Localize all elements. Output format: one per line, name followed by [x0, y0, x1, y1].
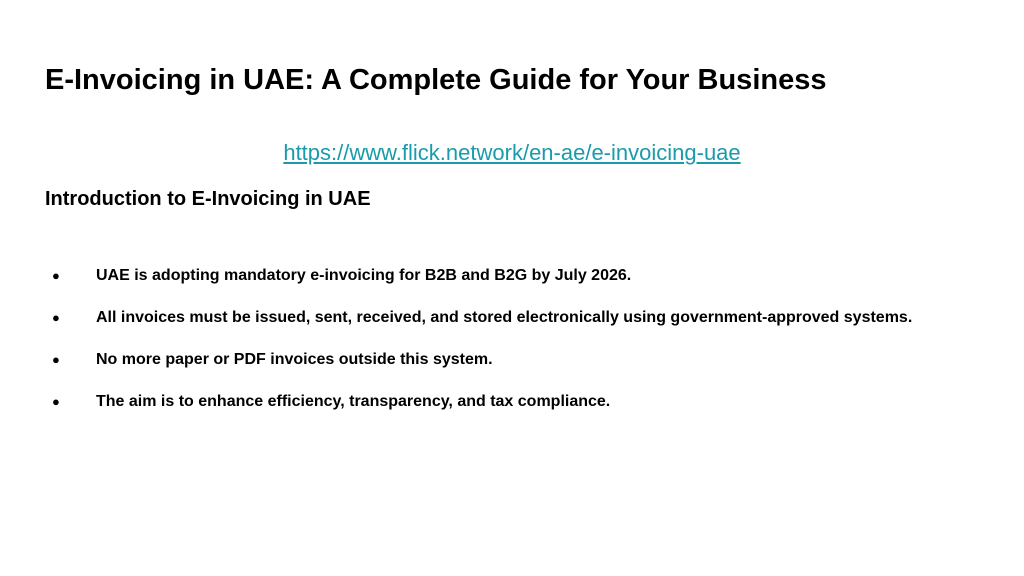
slide-title: E-Invoicing in UAE: A Complete Guide for Your Business — [45, 64, 827, 96]
list-item — [52, 307, 982, 328]
bullet-text: No more paper or PDF invoices outside this system. — [96, 351, 493, 368]
list-item — [52, 391, 982, 412]
bullet-text: The aim is to enhance efficiency, transparency, and tax compliance. — [96, 393, 611, 410]
source-link[interactable]: https://www.flick.network/en-ae/e-invoicing-uae — [283, 140, 741, 165]
bullet-text: All invoices must be issued, sent, received, and stored electronically using government-approved systems. — [96, 309, 913, 326]
bullet-dot-icon: ● — [52, 310, 60, 325]
list-item — [52, 349, 982, 370]
bullet-list — [52, 265, 982, 433]
list-item — [52, 265, 982, 286]
bullet-text: UAE is adopting mandatory e-invoicing for B2B and B2G by July 2026. — [96, 267, 632, 284]
section-heading: Introduction to E-Invoicing in UAE — [45, 188, 371, 210]
bullet-dot-icon: ● — [52, 352, 60, 367]
bullet-dot-icon: ● — [52, 394, 60, 409]
bullet-dot-icon: ● — [52, 268, 60, 283]
